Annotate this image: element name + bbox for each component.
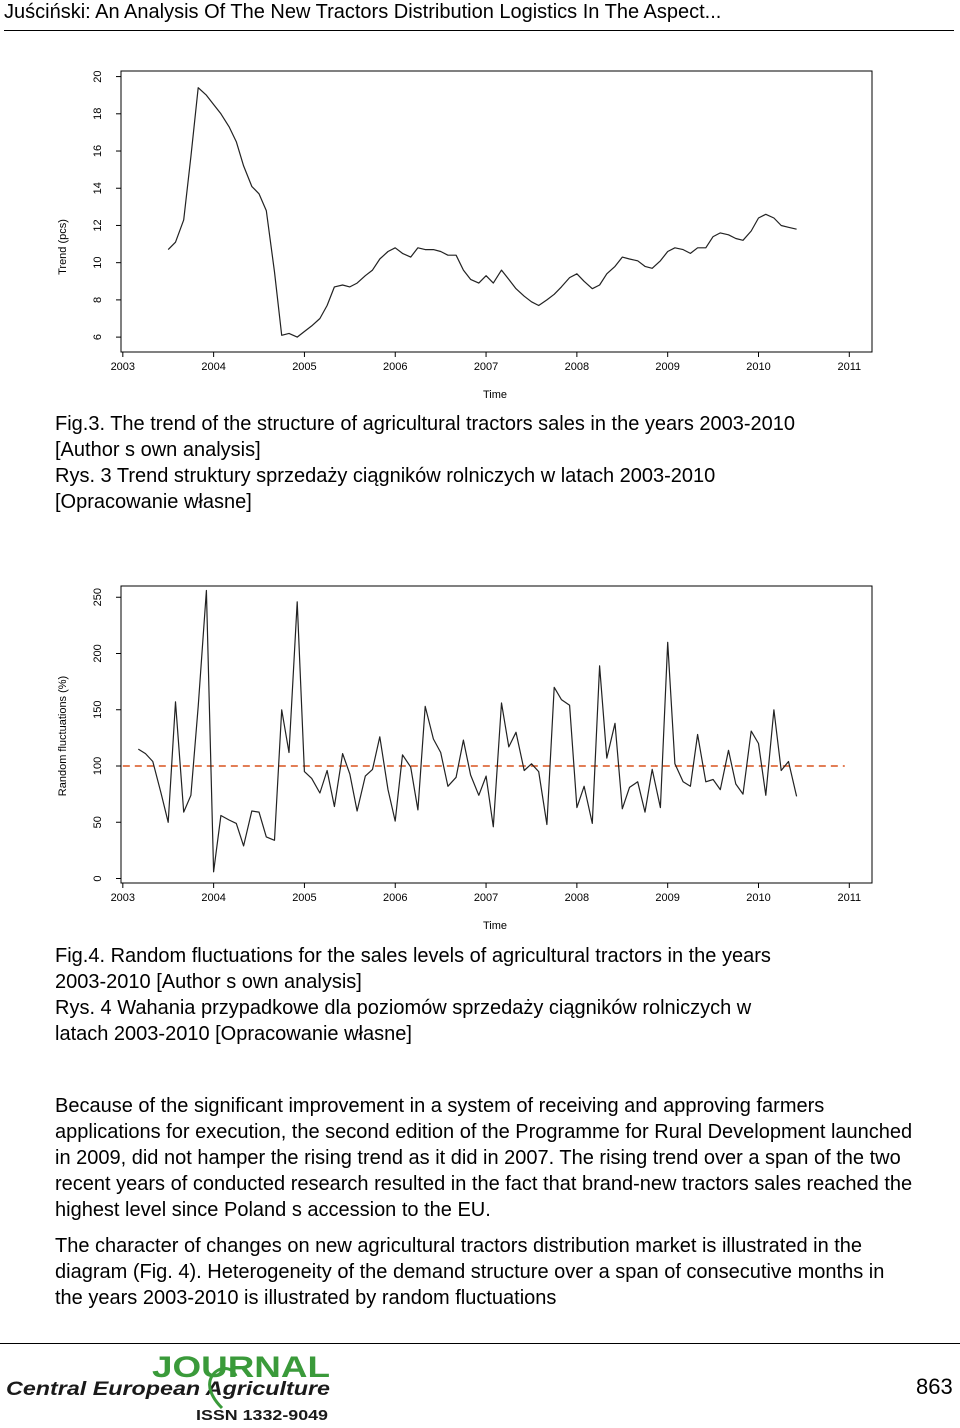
x-tick-label: 2005 [292,892,317,904]
y-tick-label: 250 [92,588,104,607]
y-tick-label: 6 [92,334,104,341]
y-axis-label: Trend (pcs) [57,219,69,275]
x-tick-label: 2009 [655,892,680,904]
random-fluctuations-chart [0,570,960,930]
x-tick-label: 2011 [837,892,862,904]
x-axis-label: Time [482,389,508,401]
fig3-caption-en-line-1: Fig.3. The trend of the structure of agricultural tractors sales in the years 2003-2010 [55,413,796,435]
y-tick-label: 50 [92,816,104,829]
y-tick-label: 100 [92,756,104,776]
plot-frame [121,586,872,883]
y-tick-label: 16 [92,144,104,158]
x-tick-label: 2007 [473,361,499,373]
y-tick-label: 12 [92,219,104,232]
y-tick-label: 10 [92,256,104,269]
y-axis-label: Random fluctuations (%) [57,675,69,797]
fig3-caption-pl-line-2: [Opracowanie własne] [55,491,252,513]
x-tick-label: 2011 [837,361,862,373]
fig4-caption-pl-line-2: latach 2003-2010 [Opracowanie własne] [55,1023,412,1045]
fig4-caption-en-line-2: 2003-2010 [Author s own analysis] [55,971,362,993]
fig4-caption-en-line-1: Fig.4. Random fluctuations for the sales levels of agricultural tractors in the years [55,945,771,967]
issn: ISSN 1332-9049 [196,1407,328,1424]
x-tick-label: 2004 [201,361,226,373]
trend-chart [0,40,960,450]
paragraph: Because of the significant improvement in a system of receiving and approving farmers applications for execution, the second edition of the Programme for Rural Development launched in 2009, did not hamper the rising trend as it did in 2007. The rising trend over a span of the two recent years of conducted research resulted in the fact that brand-new tractors sales reached the highest level since Poland s accession to the EU. [55,1095,913,1221]
x-tick-label: 2010 [746,892,771,904]
y-tick-label: 14 [92,182,104,195]
x-tick-label: 2006 [383,892,408,904]
x-tick-label: 2004 [201,892,226,904]
body-text [55,1093,915,1321]
x-tick-label: 2003 [110,361,136,373]
y-tick-label: 150 [92,700,104,719]
fig3-caption-en-line-2: [Author s own analysis] [55,439,261,461]
y-tick-label: 8 [92,296,104,303]
paragraph: The character of changes on new agricultural tractors distribution market is illustrated in the diagram (Fig. 4). Heterogeneity of the demand structure over a span of consecutive months in the years 2003-2010 is illustrated by random fluctuations [55,1235,885,1309]
x-tick-label: 2005 [292,361,317,373]
y-tick-label: 0 [92,875,104,882]
running-title: Juściński: An Analysis Of The New Tractors Distribution Logistics In The Aspect... [4,0,954,31]
x-tick-label: 2009 [655,361,680,373]
plot-frame [121,71,872,352]
y-tick-label: 18 [92,107,104,120]
x-tick-label: 2007 [473,892,499,904]
fig3-caption-pl-line-1: Rys. 3 Trend struktury sprzedaży ciągników rolniczych w latach 2003-2010 [55,465,716,487]
fig4-caption-pl-line-1: Rys. 4 Wahania przypadkowe dla poziomów sprzedaży ciągników rolniczych w [55,997,752,1019]
journal-name: Central European Agriculture [6,1379,331,1400]
page-number: 863 [916,1374,953,1399]
x-axis-label: Time [482,920,508,932]
x-tick-label: 2008 [564,892,590,904]
y-tick-label: 200 [92,644,104,663]
series-line [168,88,796,337]
x-tick-label: 2008 [564,361,590,373]
fig4-caption [55,943,915,1047]
series-line [138,591,796,872]
fig3-caption [55,411,915,515]
x-tick-label: 2006 [383,361,408,373]
x-tick-label: 2003 [110,892,136,904]
y-tick-label: 20 [92,70,104,83]
journal-word: JOURNAL [152,1351,330,1384]
journal-logo [0,1350,340,1426]
x-tick-label: 2010 [746,361,771,373]
footer-rule [0,1343,960,1344]
